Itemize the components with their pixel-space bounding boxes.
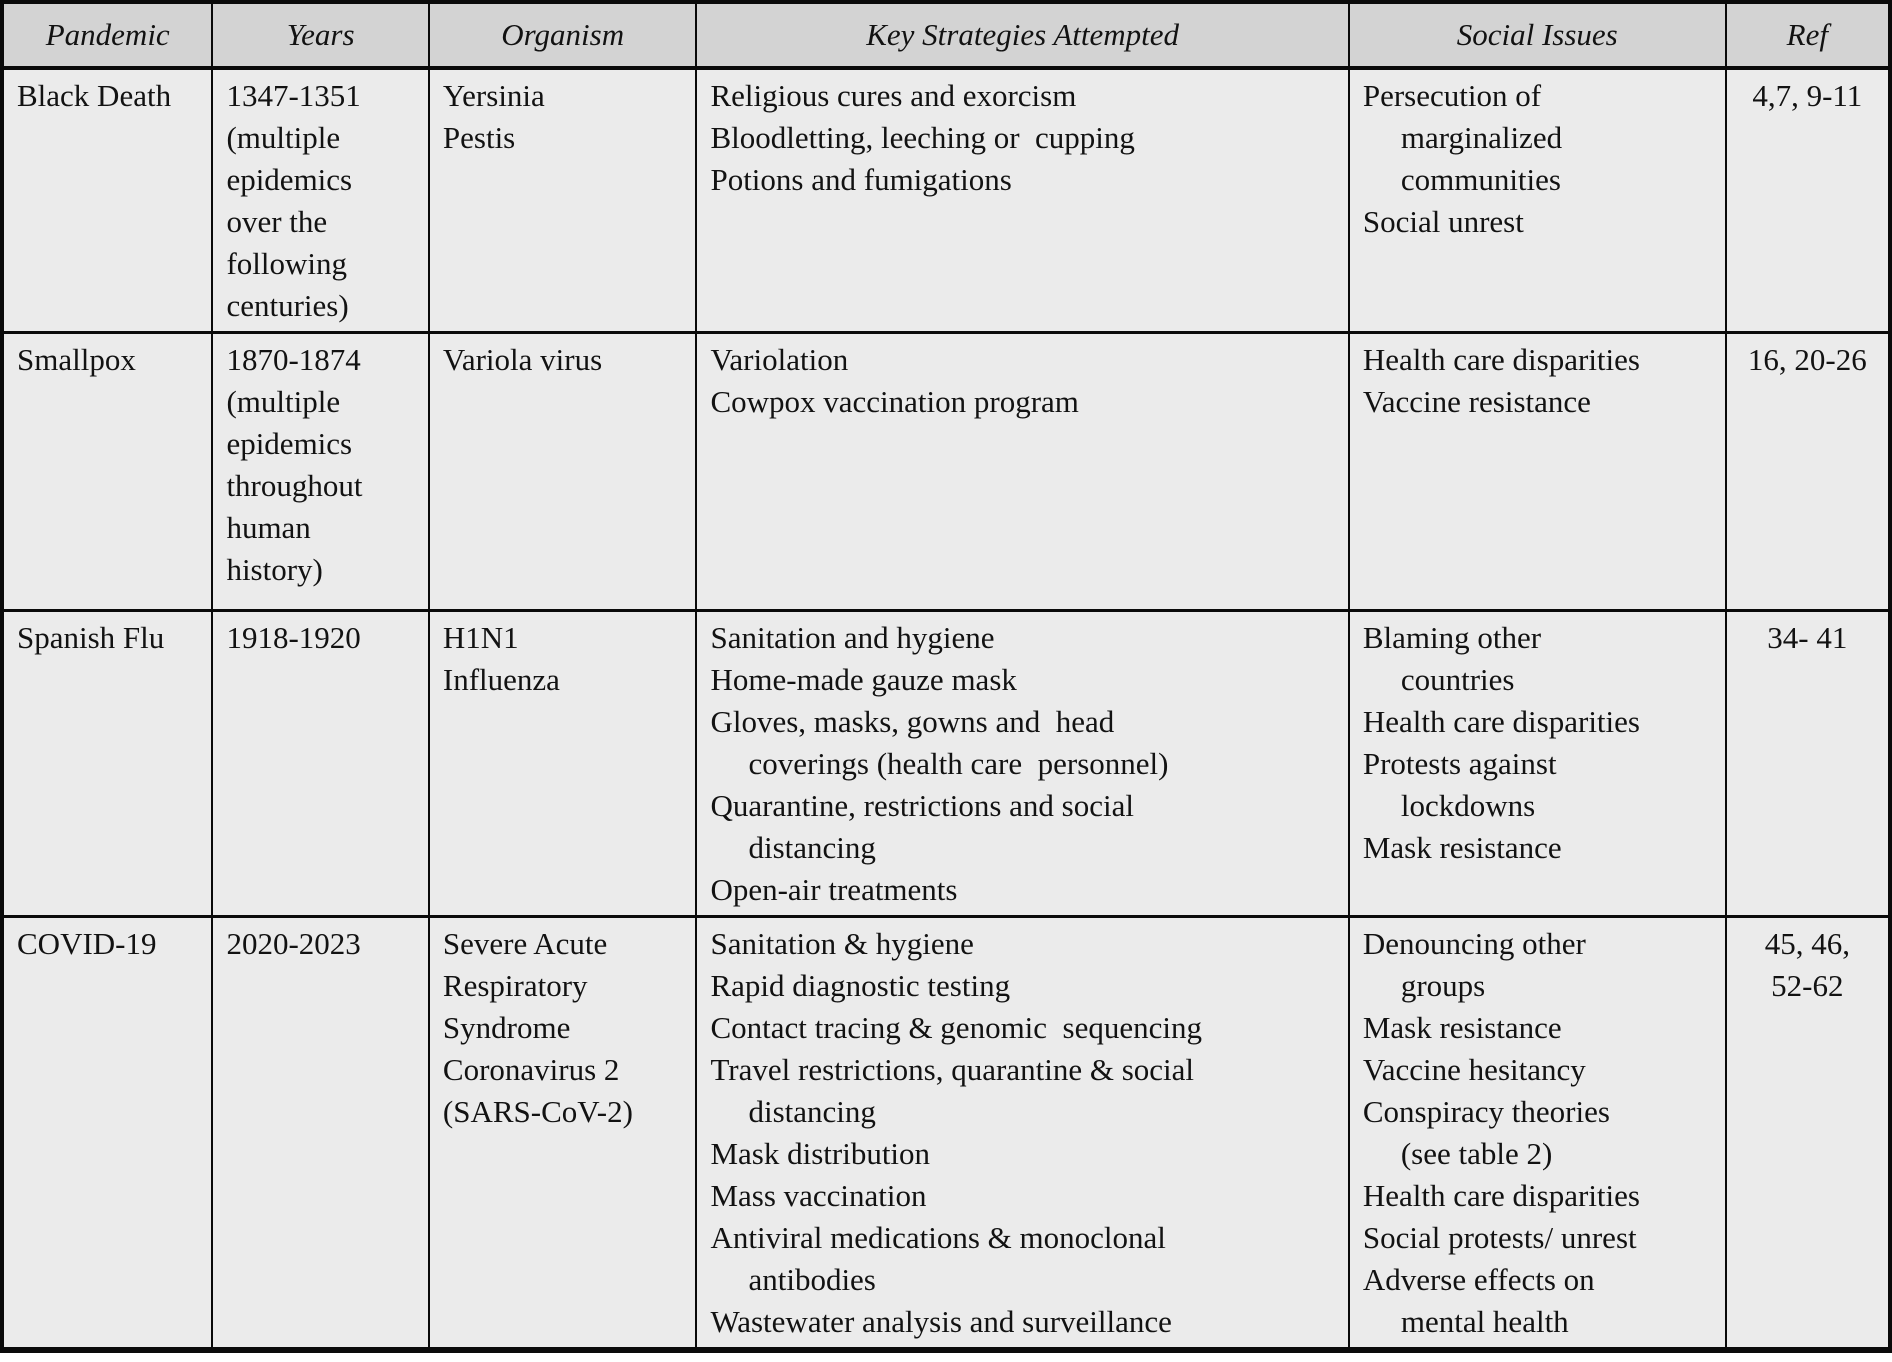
cell-line: human — [226, 510, 311, 545]
cell-line: Social unrest — [1362, 204, 1524, 239]
cell-line: (see table 2) — [1400, 1136, 1553, 1171]
column-header-years: Years — [212, 2, 428, 68]
column-header-ref: Ref — [1726, 2, 1890, 68]
column-header-strategies: Key Strategies Attempted — [696, 2, 1348, 68]
cell-pandemic — [2, 917, 212, 1351]
cell-line: H1N1 — [442, 620, 519, 655]
cell-line: Vaccine resistance — [1362, 384, 1591, 419]
cell-line: mental health — [1400, 1304, 1569, 1339]
cell-organism — [429, 917, 697, 1351]
cell-line: Coronavirus 2 — [442, 1052, 620, 1087]
cell-line: Protests against — [1362, 746, 1557, 781]
cell-line: Smallpox — [17, 342, 136, 377]
cell-line: countries — [1400, 662, 1515, 697]
column-header-social: Social Issues — [1349, 2, 1726, 68]
cell-line: Variola virus — [442, 342, 603, 377]
cell-years — [212, 68, 428, 333]
header-row — [2, 2, 1890, 68]
cell-line: over the — [226, 204, 328, 239]
cell-line: Blaming other — [1362, 620, 1542, 655]
cell-line: coverings (health care personnel) — [748, 746, 1169, 781]
cell-line: Variolation — [710, 342, 849, 377]
cell-organism — [429, 611, 697, 917]
cell-line: Bloodletting, leeching or cupping — [710, 120, 1135, 155]
cell-line: 2020-2023 — [226, 926, 361, 961]
cell-line: Social protests/ unrest — [1362, 1220, 1637, 1255]
cell-line: 1870-1874 — [226, 342, 361, 377]
cell-line: Influenza — [442, 662, 560, 697]
cell-line: Contact tracing & genomic sequencing — [710, 1010, 1203, 1045]
cell-line: COVID-19 — [17, 926, 157, 961]
cell-line: Syndrome — [442, 1010, 571, 1045]
cell-strategies — [696, 68, 1348, 333]
cell-organism — [429, 333, 697, 611]
cell-line: (multiple — [226, 120, 341, 155]
cell-line: Sanitation and hygiene — [710, 620, 995, 655]
column-header-organism: Organism — [429, 2, 697, 68]
cell-line: Adverse effects on — [1362, 1262, 1595, 1297]
cell-line: following — [226, 246, 347, 281]
cell-line: 1918-1920 — [226, 620, 361, 655]
cell-organism — [429, 68, 697, 333]
cell-social — [1349, 68, 1726, 333]
cell-line: Gloves, masks, gowns and head — [710, 704, 1115, 739]
cell-line: Spanish Flu — [17, 620, 165, 655]
cell-line: Mass vaccination — [710, 1178, 927, 1213]
cell-line: (SARS-CoV-2) — [442, 1094, 633, 1129]
cell-line: epidemics — [226, 426, 353, 461]
cell-line: Cowpox vaccination program — [710, 384, 1079, 419]
table-body — [2, 68, 1890, 1350]
cell-line: Health care disparities — [1362, 704, 1640, 739]
cell-line: communities — [1400, 162, 1561, 197]
cell-pandemic — [2, 611, 212, 917]
cell-pandemic — [2, 333, 212, 611]
cell-line: Quarantine, restrictions and social — [710, 788, 1134, 823]
table-row — [2, 68, 1890, 333]
cell-line: Vaccine hesitancy — [1362, 1052, 1586, 1087]
cell-line: Rapid diagnostic testing — [710, 968, 1011, 1003]
cell-line: 52-62 — [1771, 968, 1844, 1003]
cell-social — [1349, 333, 1726, 611]
cell-line: lockdowns — [1400, 788, 1536, 823]
cell-line: Religious cures and exorcism — [710, 78, 1077, 113]
cell-line: antibodies — [748, 1262, 876, 1297]
cell-line: Wastewater analysis and surveillance — [710, 1304, 1172, 1339]
cell-social — [1349, 611, 1726, 917]
cell-line: epidemics — [226, 162, 353, 197]
cell-line: Severe Acute — [442, 926, 608, 961]
cell-years — [212, 333, 428, 611]
cell-line: centuries) — [226, 288, 349, 323]
cell-line: Denouncing other — [1362, 926, 1586, 961]
cell-social — [1349, 917, 1726, 1351]
cell-line: groups — [1400, 968, 1486, 1003]
cell-strategies — [696, 917, 1348, 1351]
cell-line: Antiviral medications & monoclonal — [710, 1220, 1166, 1255]
cell-strategies — [696, 333, 1348, 611]
cell-line: Health care disparities — [1362, 1178, 1640, 1213]
cell-line: history) — [226, 552, 323, 587]
cell-line: distancing — [748, 830, 876, 865]
cell-line: 1347-1351 — [226, 78, 361, 113]
cell-line: Home-made gauze mask — [710, 662, 1017, 697]
cell-line: Open-air treatments — [710, 872, 958, 907]
table-row — [2, 333, 1890, 611]
cell-years — [212, 611, 428, 917]
cell-strategies — [696, 611, 1348, 917]
cell-ref — [1726, 68, 1890, 333]
cell-line: distancing — [748, 1094, 876, 1129]
cell-line: Black Death — [17, 78, 172, 113]
cell-line: Mask resistance — [1362, 830, 1562, 865]
cell-ref — [1726, 611, 1890, 917]
cell-line: 4,7, 9-11 — [1752, 78, 1863, 113]
cell-line: Potions and fumigations — [710, 162, 1012, 197]
cell-line: (multiple — [226, 384, 341, 419]
cell-ref — [1726, 917, 1890, 1351]
cell-line: Persecution of — [1362, 78, 1542, 113]
cell-ref — [1726, 333, 1890, 611]
table-row — [2, 611, 1890, 917]
cell-line: Sanitation & hygiene — [710, 926, 974, 961]
cell-line: Yersinia — [442, 78, 545, 113]
cell-line: marginalized — [1400, 120, 1563, 155]
cell-years — [212, 917, 428, 1351]
cell-line: Health care disparities — [1362, 342, 1640, 377]
cell-line: Conspiracy theories — [1362, 1094, 1610, 1129]
cell-line: 45, 46, — [1764, 926, 1850, 961]
cell-pandemic — [2, 68, 212, 333]
cell-line: Mask distribution — [710, 1136, 931, 1171]
cell-line: Mask resistance — [1362, 1010, 1562, 1045]
column-header-pandemic: Pandemic — [2, 2, 212, 68]
cell-line: Travel restrictions, quarantine & social — [710, 1052, 1194, 1087]
cell-line: 16, 20-26 — [1747, 342, 1867, 377]
cell-line: Respiratory — [442, 968, 588, 1003]
cell-line: 34- 41 — [1767, 620, 1848, 655]
cell-line: Pestis — [442, 120, 516, 155]
table-row — [2, 917, 1890, 1351]
cell-line: throughout — [226, 468, 363, 503]
